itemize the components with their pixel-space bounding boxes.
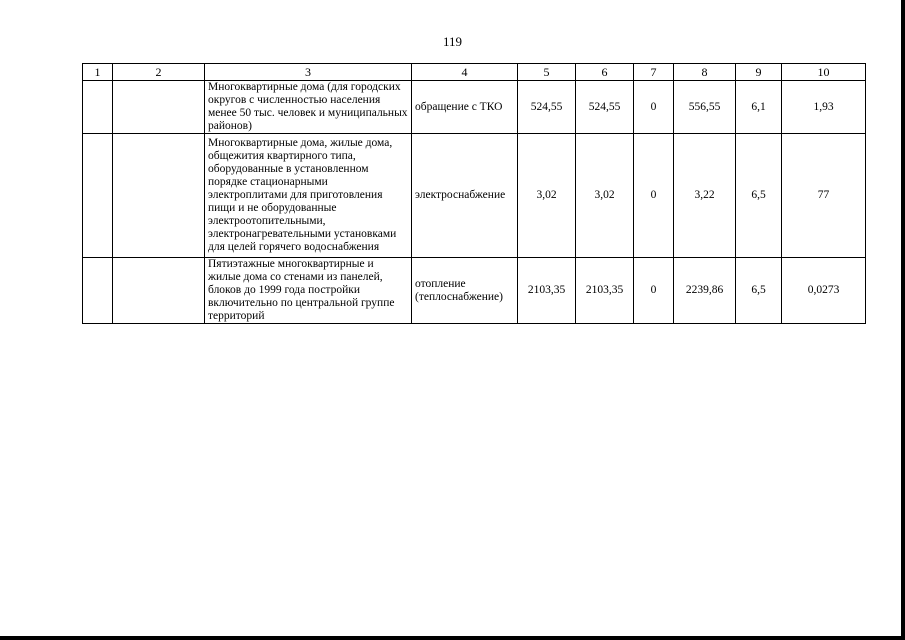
column-number: 5: [518, 64, 576, 81]
value-cell: 0: [634, 81, 674, 134]
value-cell: 3,02: [576, 134, 634, 258]
value-cell: 6,5: [736, 258, 782, 324]
page-number: 119: [442, 34, 463, 49]
value-cell: 556,55: [674, 81, 736, 134]
housing-category-cell: Пятиэтажные многоквартирные и жилые дома со стенами из панелей, блоков до 1999 года постройки включительно по центральной группе территорий: [205, 258, 412, 324]
column-number: 4: [412, 64, 518, 81]
value-cell: 3,02: [518, 134, 576, 258]
column-number: 1: [83, 64, 113, 81]
housing-category-cell: Многоквартирные дома, жилые дома, общежития квартирного типа, оборудованные в установленном порядке стационарными электроплитами для приготовления пищи и не оборудованные электроотопительными, электронагревательными установками для целей горячего водоснабжения: [205, 134, 412, 258]
scan-border-right: [901, 0, 905, 640]
housing-category-cell: Многоквартирные дома (для городских округов с численностью населения менее 50 тыс. человек и муниципальных районов): [205, 81, 412, 134]
table-cell: [83, 81, 113, 134]
column-number: 8: [674, 64, 736, 81]
utility-service-cell: электроснабжение: [412, 134, 518, 258]
column-number: 6: [576, 64, 634, 81]
value-cell: 524,55: [518, 81, 576, 134]
table-header-row: [83, 64, 866, 81]
value-cell: 3,22: [674, 134, 736, 258]
value-cell: 2103,35: [518, 258, 576, 324]
table-cell: [113, 134, 205, 258]
utility-service-cell: обращение с ТКО: [412, 81, 518, 134]
table-cell: [113, 81, 205, 134]
utility-service-cell: отопление (теплоснабжение): [412, 258, 518, 324]
value-cell: 0: [634, 258, 674, 324]
column-number: 10: [782, 64, 866, 81]
value-cell: 0: [634, 134, 674, 258]
table-row: [83, 258, 866, 324]
value-cell: 77: [782, 134, 866, 258]
column-number: 2: [113, 64, 205, 81]
table-cell: [113, 258, 205, 324]
value-cell: 524,55: [576, 81, 634, 134]
column-number: 3: [205, 64, 412, 81]
table-cell: [83, 134, 113, 258]
table-row: [83, 81, 866, 134]
value-cell: 2103,35: [576, 258, 634, 324]
value-cell: 1,93: [782, 81, 866, 134]
value-cell: 2239,86: [674, 258, 736, 324]
scan-border-bottom: [0, 636, 905, 640]
value-cell: 6,1: [736, 81, 782, 134]
column-number: 9: [736, 64, 782, 81]
table-cell: [83, 258, 113, 324]
table-row: [83, 134, 866, 258]
column-number: 7: [634, 64, 674, 81]
tariff-table: [82, 63, 866, 324]
value-cell: 6,5: [736, 134, 782, 258]
value-cell: 0,0273: [782, 258, 866, 324]
